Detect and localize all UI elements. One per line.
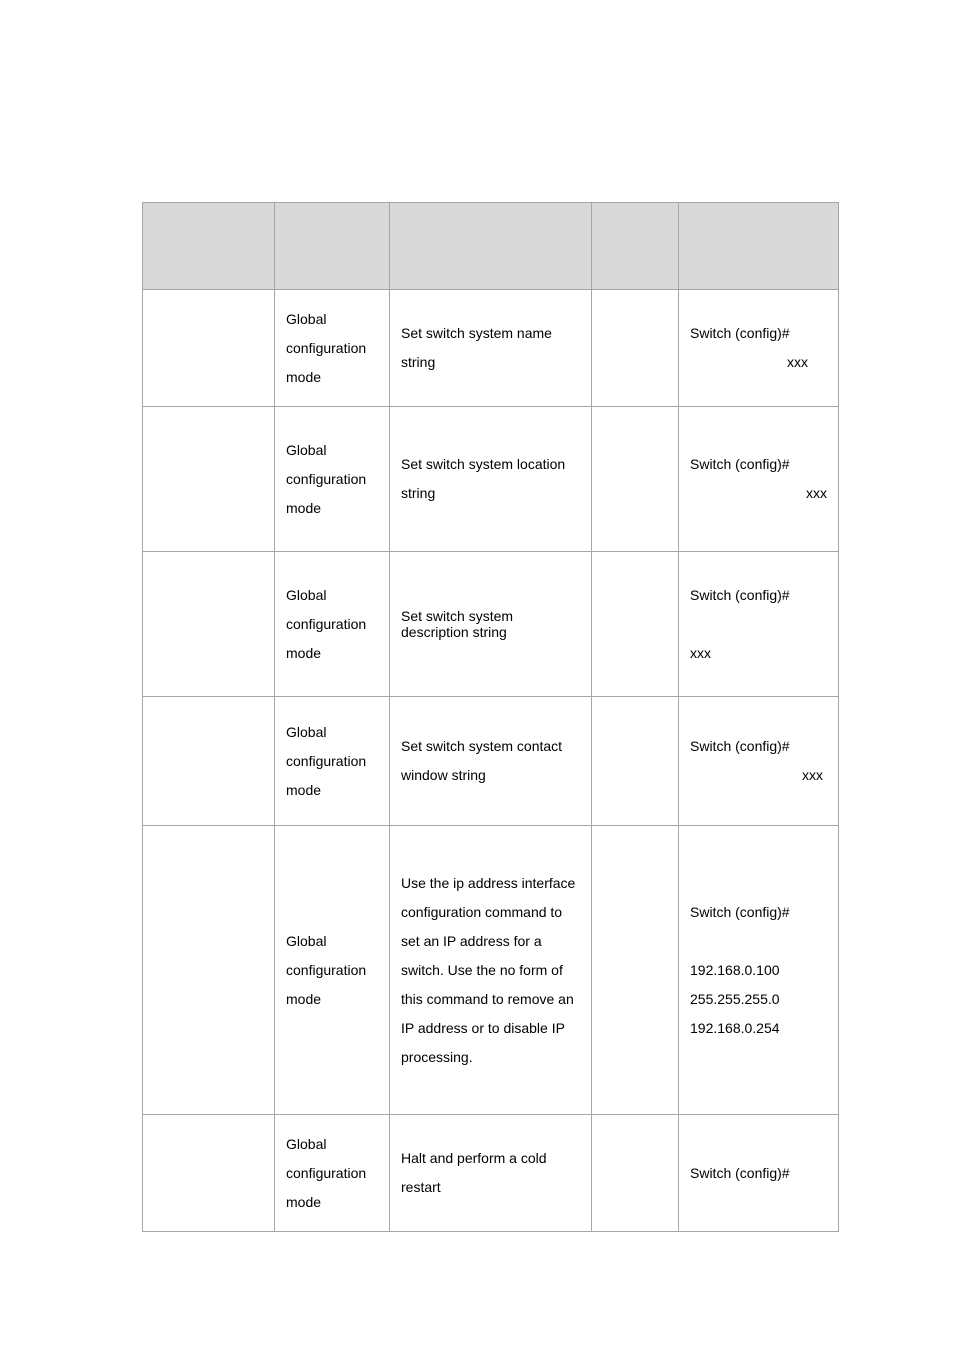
mode-line: Global [286,932,327,949]
example-cell [679,407,839,552]
example-ip-address: 192.168.0.100 [690,961,780,978]
parameter-cell [592,826,679,1115]
example-blank [690,927,827,956]
header-example [679,203,839,290]
example-prompt: Switch (config)# [690,1164,790,1181]
example-cell [679,290,839,407]
description-cell [390,552,592,697]
table-row [143,1115,839,1232]
table-row [143,826,839,1115]
table-row [143,697,839,826]
example-subnet-mask: 255.255.255.0 [690,990,780,1007]
example-prompt: Switch (config)# [690,325,790,341]
mode-cell [275,290,390,407]
mode-line: mode [286,990,322,1007]
description-line: description string [401,624,507,640]
command-cell [143,290,275,407]
description-line: Set switch system name [401,325,552,341]
mode-cell [275,407,390,552]
header-mode [275,203,390,290]
command-cell [143,407,275,552]
example-prompt: Switch (config)# [690,456,790,472]
description-cell [390,826,592,1115]
example-prompt: Switch (config)# [690,738,790,754]
command-table [142,202,839,1232]
description-cell [390,407,592,552]
table-row [143,290,839,407]
mode-cell [275,697,390,826]
mode-cell [275,1115,390,1232]
table-header-row [143,203,839,290]
description-line: processing. [401,1048,473,1065]
description-line: Set switch system location [401,456,566,472]
header-parameter [592,203,679,290]
mode-line: mode [286,368,322,385]
description-cell [390,1115,592,1232]
example-prompt: Switch (config)# [690,586,790,603]
mode-cell [275,552,390,697]
mode-line: Global [286,441,327,458]
mode-line: Global [286,1135,327,1152]
mode-line: configuration [286,615,367,632]
header-command [143,203,275,290]
description-line: string [401,485,436,501]
table-row [143,407,839,552]
description-line: IP address or to disable IP [401,1019,565,1036]
description-line: set an IP address for a [401,932,542,949]
description-line: Set switch system [401,608,514,624]
command-cell [143,697,275,826]
mode-line: Global [286,723,327,740]
example-arg: xxx [802,767,823,783]
example-cell [679,826,839,1115]
example-cell [679,552,839,697]
mode-cell [275,826,390,1115]
parameter-cell [592,552,679,697]
mode-line: mode [286,781,322,798]
mode-line: configuration [286,339,367,356]
mode-line: configuration [286,752,367,769]
command-cell [143,1115,275,1232]
mode-line: Global [286,586,327,603]
description-cell [390,290,592,407]
description-line: restart [401,1179,441,1195]
example-blank [690,610,827,639]
mode-line: configuration [286,1164,367,1181]
example-arg: xxx [787,354,808,370]
mode-line: mode [286,1193,322,1210]
parameter-cell [592,290,679,407]
example-arg: xxx [806,485,827,501]
description-line: string [401,354,436,370]
description-line: this command to remove an [401,990,574,1007]
header-description [390,203,592,290]
description-line: window string [401,767,486,783]
example-cell [679,1115,839,1232]
example-prompt: Switch (config)# [690,903,790,920]
parameter-cell [592,407,679,552]
command-cell [143,552,275,697]
example-gateway: 192.168.0.254 [690,1019,780,1036]
description-line: Use the ip address interface [401,874,576,891]
description-line: Set switch system contact [401,738,563,754]
mode-line: Global [286,310,327,327]
command-cell [143,826,275,1115]
mode-line: configuration [286,961,367,978]
mode-line: configuration [286,470,367,487]
parameter-cell [592,697,679,826]
description-line: Halt and perform a cold [401,1150,547,1166]
mode-line: mode [286,499,322,516]
description-line: switch. Use the no form of [401,961,563,978]
description-cell [390,697,592,826]
mode-line: mode [286,644,322,661]
parameter-cell [592,1115,679,1232]
table-row [143,552,839,697]
description-line: configuration command to [401,903,563,920]
example-arg: xxx [690,644,711,661]
example-cell [679,697,839,826]
